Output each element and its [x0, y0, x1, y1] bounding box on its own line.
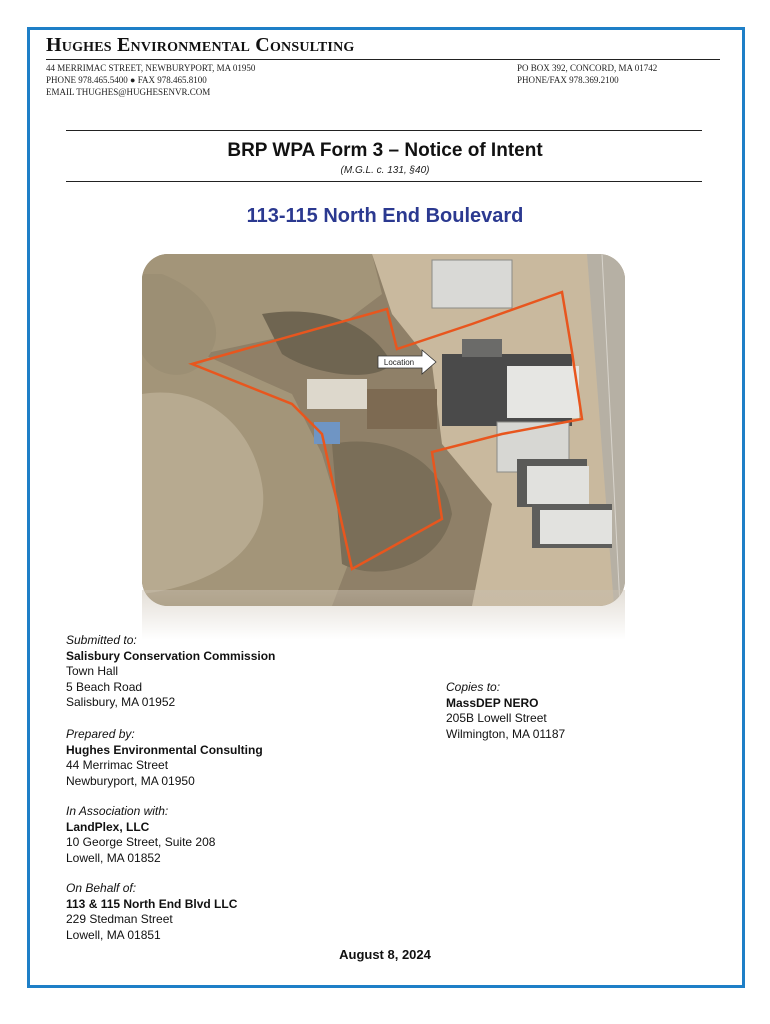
submission-date: August 8, 2024: [339, 947, 431, 962]
parked-vehicles: [462, 339, 502, 357]
building-north: [432, 260, 512, 308]
company-name: Hughes Environmental Consulting: [46, 34, 355, 56]
property-address-title: 113-115 North End Boulevard: [246, 205, 524, 227]
behalf-name: 113 & 115 North End Blvd LLC: [66, 896, 238, 911]
association-block: [66, 804, 215, 866]
prepared-name: Hughes Environmental Consulting: [66, 742, 263, 757]
building-white-roof: [507, 366, 579, 418]
submitted-to-block: [66, 633, 275, 711]
association-name: LandPlex, LLC: [66, 819, 150, 834]
address-line: 44 MERRIMAC STREET, NEWBURYPORT, MA 01950: [46, 63, 256, 73]
po-box-line: PO BOX 392, CONCORD, MA 01742: [517, 63, 658, 73]
header-rule: [46, 59, 720, 60]
title-rule-bottom: [66, 181, 702, 182]
association-line: 10 George Street, Suite 208: [66, 835, 216, 849]
company-address-right: [517, 62, 657, 86]
statute-reference: (M.G.L. c. 131, §40): [340, 165, 430, 176]
email-line: EMAIL THUGHES@HUGHESENVR.COM: [46, 87, 211, 97]
submitted-name: Salisbury Conservation Commission: [66, 648, 276, 663]
location-label: Location: [383, 358, 415, 367]
association-line: Lowell, MA 01852: [66, 850, 161, 865]
submitted-line: Town Hall: [66, 664, 119, 678]
submitted-line: Salisbury, MA 01952: [66, 695, 176, 709]
company-address-left: [46, 62, 255, 98]
prepared-by-block: [66, 727, 263, 789]
behalf-heading: On Behalf of:: [66, 881, 137, 895]
title-rule-top: [66, 130, 702, 131]
copies-line: 205B Lowell Street: [446, 711, 547, 725]
site-clutter: [367, 389, 437, 429]
building-south-2: [527, 466, 589, 504]
submitted-line: 5 Beach Road: [66, 679, 143, 694]
behalf-line: 229 Stedman Street: [66, 912, 173, 926]
association-heading: In Association with:: [66, 804, 169, 818]
site-debris: [307, 379, 367, 409]
form-title: BRP WPA Form 3 – Notice of Intent: [227, 140, 543, 161]
phone-fax-line-2: PHONE/FAX 978.369.2100: [517, 75, 619, 85]
prepared-heading: Prepared by:: [66, 727, 135, 741]
behalf-line: Lowell, MA 01851: [66, 927, 161, 942]
prepared-line: 44 Merrimac Street: [66, 758, 169, 772]
phone-fax-line: PHONE 978.465.5400 ● FAX 978.465.8100: [46, 75, 207, 85]
submitted-heading: Submitted to:: [66, 633, 137, 647]
on-behalf-block: [66, 881, 237, 943]
aerial-photo: [142, 254, 625, 606]
aerial-photo-svg: [142, 254, 625, 606]
blue-tarp: [314, 422, 340, 444]
copies-heading: Copies to:: [446, 680, 501, 694]
copies-name: MassDEP NERO: [446, 695, 539, 710]
prepared-line: Newburyport, MA 01950: [66, 773, 195, 788]
copies-to-block: [446, 680, 565, 742]
building-south-3: [540, 510, 612, 544]
copies-line: Wilmington, MA 01187: [446, 726, 566, 741]
